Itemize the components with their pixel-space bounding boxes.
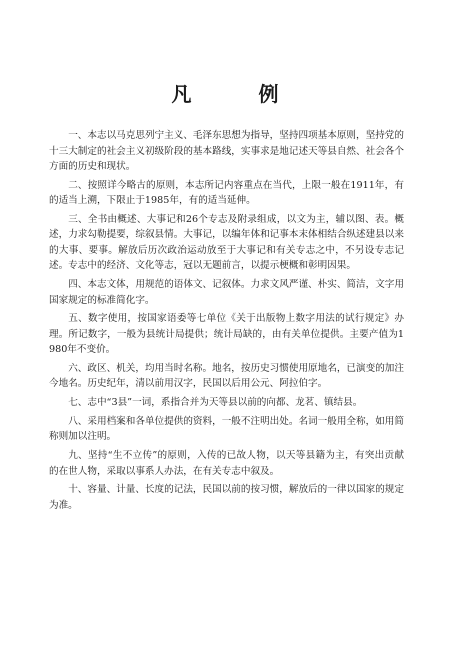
list-item-7: 七、志中“3县”一词，系指合并为天等县以前的向都、龙茗、镇结县。 xyxy=(68,397,363,409)
list-item-8: 八、采用档案和各单位提供的资料，一般不注明出处。名词一般用全称，如用简称则加以注明。 xyxy=(49,415,404,443)
page-title: 凡 例 xyxy=(171,82,309,106)
list-item-9: 九、坚持“生不立传”的原则，入传的已故人物，以天等县籍为主，有突出贡献的在世人物，采取以事系人办法，在有关专志中叙及。 xyxy=(49,450,404,477)
list-item-5: 五、数字使用，按国家语委等七单位《关于出版物上数字用法的试行规定》办理。所记数字，一般为县统计局提供；统计局缺的，由有关单位提供。主要产值为1980年不变价。 xyxy=(49,313,404,356)
list-item-4: 四、本志文体，用规范的语体文、记叙体。力求文风严谨、朴实、简洁，文字用国家规定的标准简化字。 xyxy=(49,279,404,306)
list-item-6: 六、政区、机关，均用当时名称。地名，按历史习惯使用原地名，已演变的加注今地名。历史纪年，清以前用汉字，民国以后用公元、阿拉伯字。 xyxy=(49,362,404,390)
list-item-3: 三、全书由概述、大事记和26个专志及附录组成，以文为主，辅以图、表。概述，力求勾勒提要，综叙县情。大事记，以编年体和记事本末体相结合纵述建县以来的大事、要事。解放后历次政治运动放至于大事记和有关专志之中，不另设专志记述。专志中的经济、文化等志，冠以无题前言，以提示梗概和彰明因果。 xyxy=(49,213,404,272)
list-item-2: 二、按照详今略古的原则，本志所记内容重点在当代，上限一般在1911年，有的适当上溯，下限止于1985年，有的适当延伸。 xyxy=(49,179,404,207)
list-item-10: 十、容量、计量、长度的记法，民国以前的按习惯，解放后的一律以国家的规定为准。 xyxy=(49,484,404,511)
document-body xyxy=(49,128,404,516)
list-item-1: 一、本志以马克思列宁主义、毛泽东思想为指导，坚持四项基本原则，坚持党的十三大制定的社会主义初级阶段的基本路线，实事求是地记述天等县自然、社会各个方面的历史和现状。 xyxy=(49,130,404,172)
